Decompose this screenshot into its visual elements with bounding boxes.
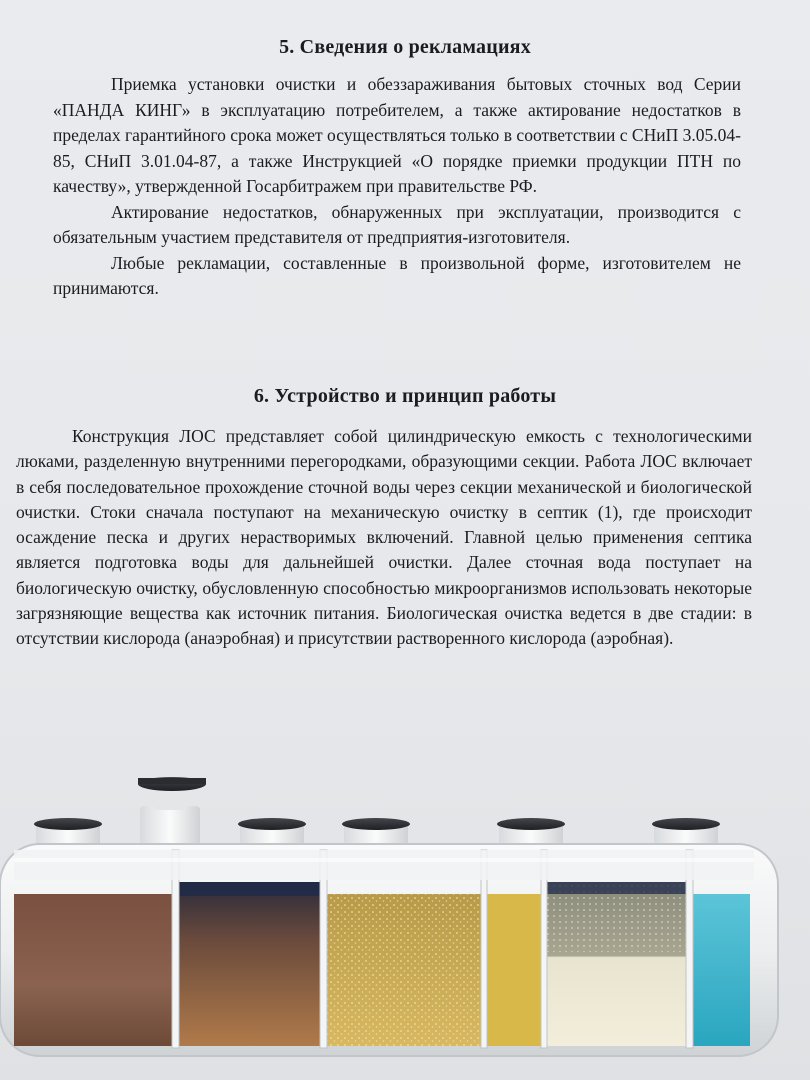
section-6-title: 6. Устройство и принцип работы bbox=[253, 385, 557, 407]
section-6-paragraph-1: Конструкция ЛОС представляет собой цилиндрическую емкость с технологическими люками, разделенную внутренними перегородками, образующими секции. Работа ЛОС включает в себя последовательное прохождение сточной воды через секции механической и биологической очистки. Стоки сначала поступают на механическую очистку в септик (1), где происходит осаждение песка и других нерастворимых включений. Главной целью применения септика является подготовка воды для дальнейшей очистки. Далее сточная вода поступает на биологическую очистку, обусловленную способностью микроорганизмов использовать некоторые загрязняющие вещества как источник питания. Биологическая очистка ведется в две стадии: в отсутствии кислорода (анаэробная) и присутствии растворенного кислорода (аэробная). bbox=[16, 426, 752, 649]
section-5-paragraph-2: Актирование недостатков, обнаруженных при эксплуатации, производится с обязательным участием представителя от предприятия-изготовителя. bbox=[53, 201, 741, 247]
section-5-paragraph-3: Любые рекламации, составленные в произвольной форме, изготовителем не принимаются. bbox=[53, 252, 741, 298]
section-6-body bbox=[16, 424, 752, 652]
section-5-paragraph-1: Приемка установки очистки и обеззараживания бытовых сточных вод Серии «ПАНДА КИНГ» в эксплуатацию потребителем, а также актирование недостатков в пределах гарантийного срока может осуществляться только в соответствии с СНиП 3.05.04-85, СНиП 3.01.04-87, а также Инструкцией «О порядке приемки продукции ПТН по качеству», утвержденной Госарбитражем при правительстве РФ. bbox=[53, 74, 741, 196]
treatment-tank-illustration bbox=[0, 770, 810, 1080]
section-5-body bbox=[53, 72, 741, 302]
section-5-title: 5. Сведения о рекламациях bbox=[279, 36, 531, 58]
